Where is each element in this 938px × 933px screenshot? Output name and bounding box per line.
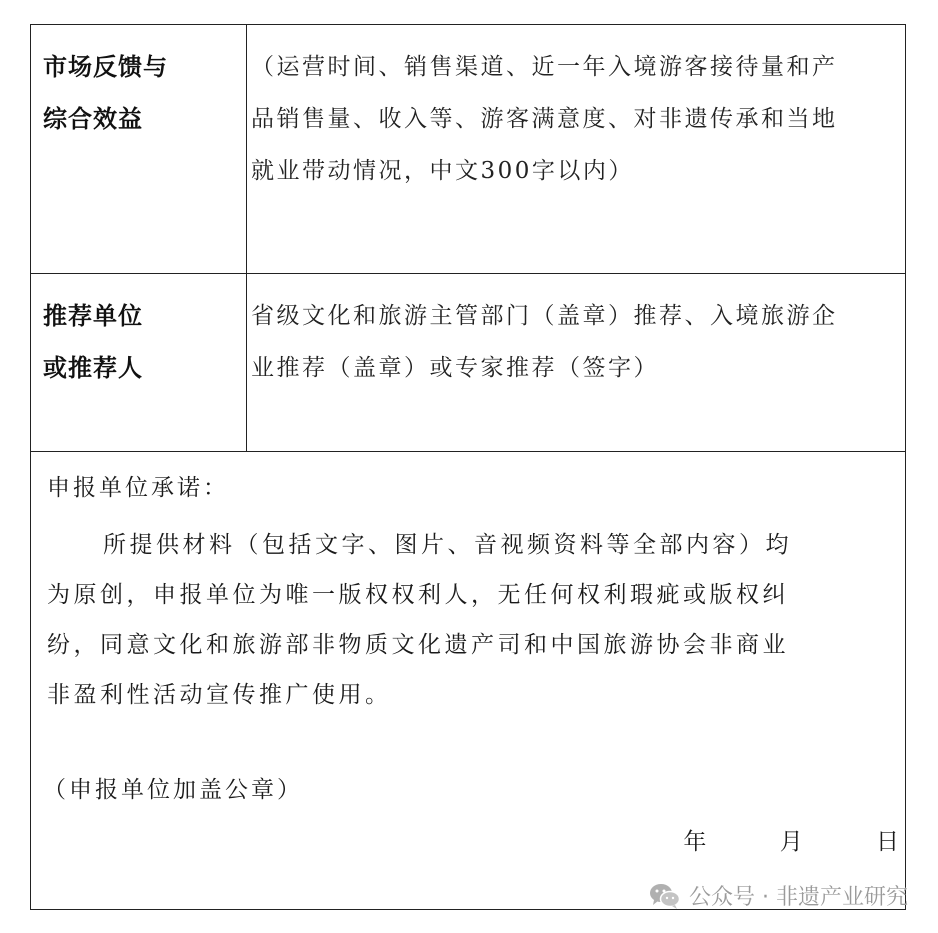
pledge-line: 所提供材料（包括文字、图片、音视频资料等全部内容）均 [103,532,792,558]
date-day: 日 [876,829,899,855]
date-year: 年 [683,829,707,855]
market-feedback-label-cell [31,25,247,273]
recommender-label [43,290,143,394]
market-feedback-label [43,41,168,145]
recommender-row [31,274,905,452]
recommender-label-cell [31,274,247,451]
content-line: 品销售量、收入等、游客满意度、对非遗传承和当地 [251,106,838,132]
market-feedback-row [31,25,905,274]
wechat-icon [649,882,681,910]
content-line: 业推荐（盖章）或专家推荐（签字） [251,355,659,381]
pledge-row [31,452,905,909]
recommender-content-cell [247,274,905,451]
label-line: 市场反馈与 [43,53,168,81]
market-feedback-content-cell [247,25,905,273]
label-line: 或推荐人 [43,354,143,382]
content-line: （运营时间、销售渠道、近一年入境游客接待量和产 [251,54,838,80]
seal-note: （申报单位加盖公章） [43,777,303,803]
pledge-line: 为原创，申报单位为唯一版权权利人，无任何权利瑕疵或版权纠 [47,582,789,608]
content-line: 省级文化和旅游主管部门（盖章）推荐、入境旅游企 [251,303,838,329]
label-line: 综合效益 [43,105,143,133]
pledge-title: 申报单位承诺： [47,475,229,501]
watermark-text: 公众号 · 非遗产业研究 [689,885,908,910]
market-feedback-instructions [251,41,905,197]
date-row [683,824,899,860]
watermark [649,880,908,911]
date-month: 月 [779,829,803,855]
label-line: 推荐单位 [43,302,143,330]
content-line: 就业带动情况，中文300字以内） [251,158,634,184]
pledge-body [47,520,792,720]
recommender-instructions [251,290,905,394]
pledge-line: 纷，同意文化和旅游部非物质文化遗产司和中国旅游协会非商业 [47,632,789,658]
application-form-table [30,24,906,910]
pledge-line: 非盈利性活动宣传推广使用。 [47,682,392,708]
